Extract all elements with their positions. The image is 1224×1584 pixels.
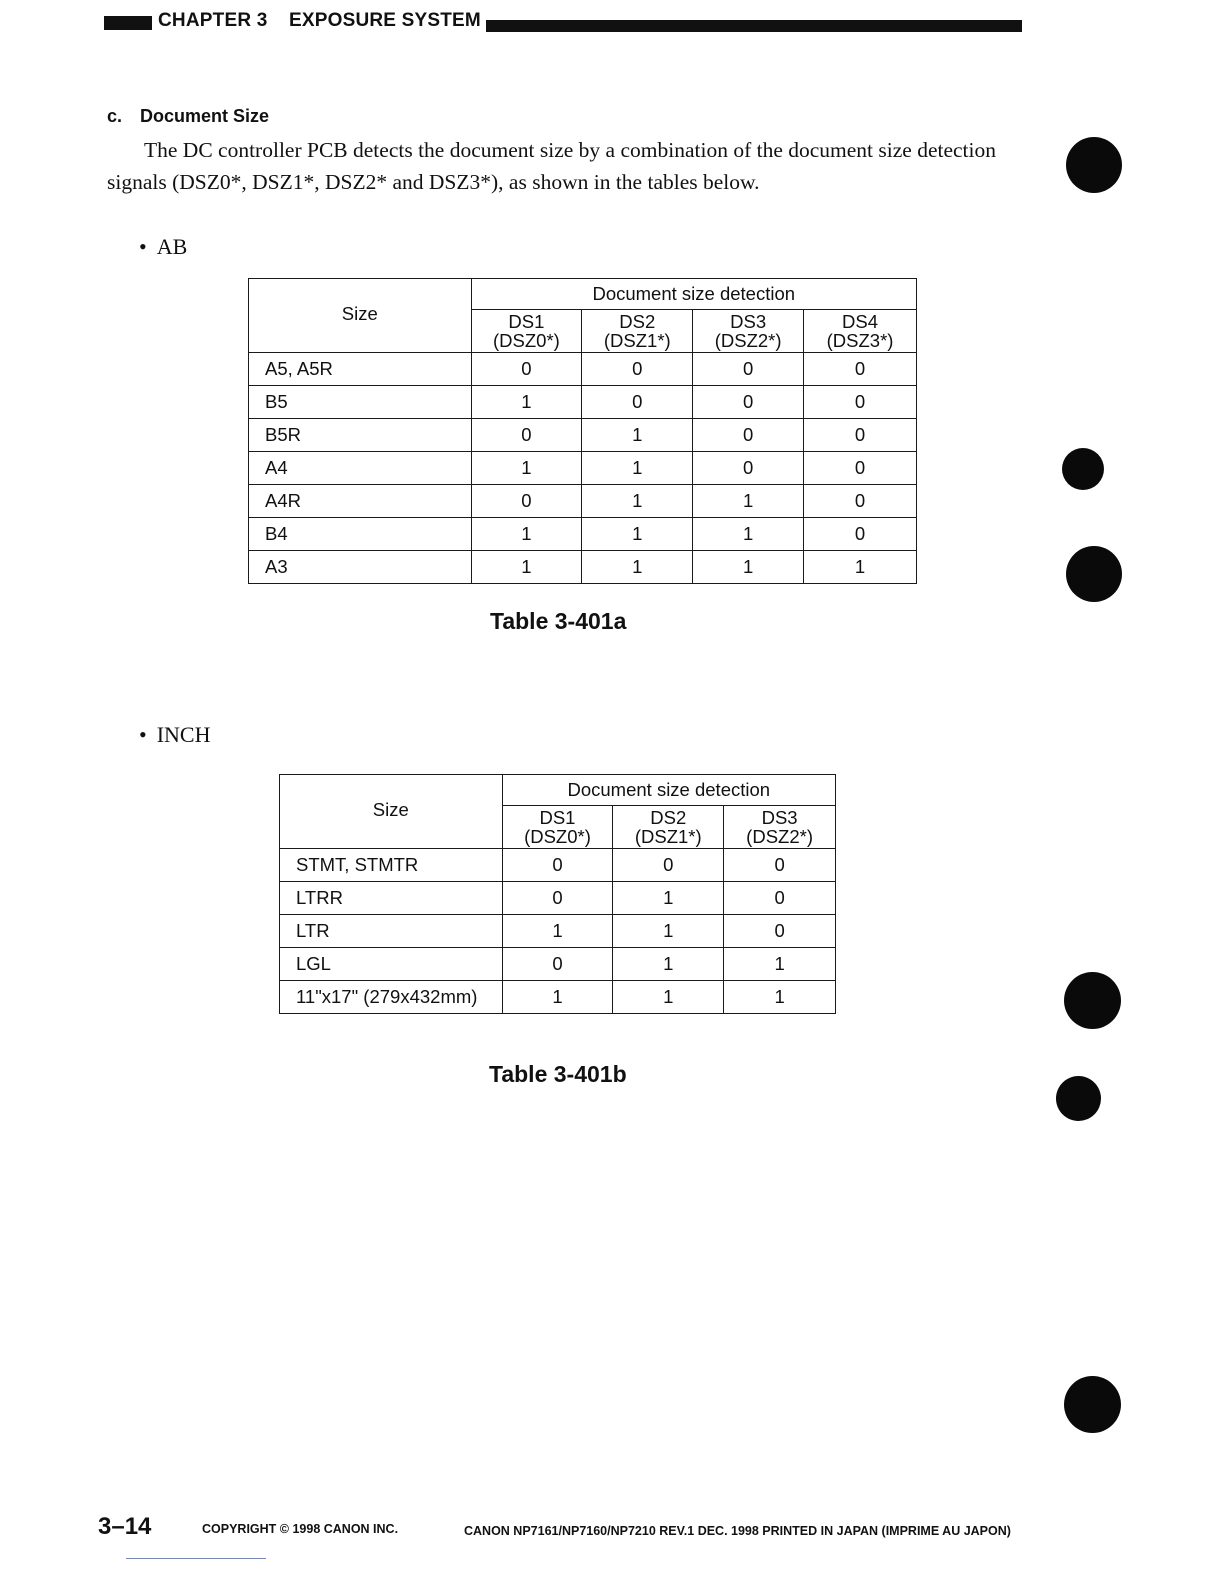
signal-header: DS1 (DSZ0*) xyxy=(502,806,613,849)
size-header: Size xyxy=(249,279,472,353)
value-cell: 1 xyxy=(724,948,836,981)
signal-header: DS3 (DSZ2*) xyxy=(724,806,836,849)
size-cell: A5, A5R xyxy=(249,353,472,386)
value-cell: 0 xyxy=(502,882,613,915)
value-cell: 1 xyxy=(693,551,804,584)
value-cell: 1 xyxy=(582,419,693,452)
size-cell: 11"x17" (279x432mm) xyxy=(280,981,503,1014)
value-cell: 0 xyxy=(471,485,582,518)
value-cell: 1 xyxy=(582,452,693,485)
value-cell: 0 xyxy=(582,386,693,419)
table-row xyxy=(280,948,836,981)
size-cell: B4 xyxy=(249,518,472,551)
size-header: Size xyxy=(280,775,503,849)
value-cell: 1 xyxy=(613,981,724,1014)
value-cell: 0 xyxy=(502,849,613,882)
value-cell: 1 xyxy=(804,551,917,584)
value-cell: 1 xyxy=(613,948,724,981)
detection-header: Document size detection xyxy=(502,775,835,806)
signal-header: DS1 (DSZ0*) xyxy=(471,310,582,353)
copyright-notice: COPYRIGHT © 1998 CANON INC. xyxy=(202,1522,399,1536)
value-cell: 0 xyxy=(693,386,804,419)
table-row xyxy=(249,386,917,419)
detection-header: Document size detection xyxy=(471,279,917,310)
bullet-inch-label: INCH xyxy=(156,722,211,747)
value-cell: 0 xyxy=(804,452,917,485)
bullet-inch: • INCH xyxy=(139,722,211,747)
signal-header: DS4 (DSZ3*) xyxy=(804,310,917,353)
value-cell: 1 xyxy=(471,518,582,551)
section-title: Document Size xyxy=(140,106,270,126)
signal-header: DS3 (DSZ2*) xyxy=(693,310,804,353)
size-cell: A3 xyxy=(249,551,472,584)
value-cell: 0 xyxy=(582,353,693,386)
value-cell: 1 xyxy=(471,452,582,485)
margin-dot xyxy=(1066,137,1122,193)
table-row xyxy=(280,849,836,882)
table-ab xyxy=(248,278,917,584)
value-cell: 1 xyxy=(613,915,724,948)
value-cell: 0 xyxy=(724,915,836,948)
section-label: c. xyxy=(107,106,123,126)
chapter-label: CHAPTER 3 xyxy=(158,10,268,31)
signal-header: DS2 (DSZ1*) xyxy=(613,806,724,849)
bullet-ab: • AB xyxy=(139,234,188,259)
size-cell: B5R xyxy=(249,419,472,452)
value-cell: 1 xyxy=(471,386,582,419)
value-cell: 1 xyxy=(613,882,724,915)
margin-dot xyxy=(1056,1076,1101,1121)
size-cell: B5 xyxy=(249,386,472,419)
table-row xyxy=(280,915,836,948)
table-row xyxy=(249,419,917,452)
table-row xyxy=(249,353,917,386)
value-cell: 1 xyxy=(693,485,804,518)
value-cell: 0 xyxy=(724,882,836,915)
size-cell: LGL xyxy=(280,948,503,981)
value-cell: 0 xyxy=(724,849,836,882)
value-cell: 1 xyxy=(693,518,804,551)
header-bar-left xyxy=(104,16,152,30)
value-cell: 0 xyxy=(804,518,917,551)
value-cell: 1 xyxy=(502,915,613,948)
header-bar-right xyxy=(486,20,1022,32)
section-paragraph: The DC controller PCB detects the document size by a combination of the document size detection signals (DSZ0*, DSZ1*, DSZ2* and DSZ3*), as shown in the tables below. xyxy=(107,138,997,194)
value-cell: 0 xyxy=(471,353,582,386)
value-cell: 0 xyxy=(804,386,917,419)
value-cell: 1 xyxy=(582,485,693,518)
size-cell: A4R xyxy=(249,485,472,518)
margin-dot xyxy=(1066,546,1122,602)
section-heading xyxy=(107,106,269,127)
margin-dot xyxy=(1062,448,1104,490)
value-cell: 1 xyxy=(582,518,693,551)
value-cell: 0 xyxy=(693,452,804,485)
value-cell: 0 xyxy=(693,353,804,386)
page-number: 3–14 xyxy=(98,1513,152,1540)
table-row xyxy=(249,452,917,485)
value-cell: 1 xyxy=(724,981,836,1014)
size-cell: LTRR xyxy=(280,882,503,915)
value-cell: 1 xyxy=(502,981,613,1014)
value-cell: 0 xyxy=(471,419,582,452)
value-cell: 0 xyxy=(693,419,804,452)
size-cell: STMT, STMTR xyxy=(280,849,503,882)
value-cell: 0 xyxy=(804,485,917,518)
table-row xyxy=(249,518,917,551)
running-header xyxy=(158,10,481,32)
value-cell: 0 xyxy=(613,849,724,882)
table-inch-caption: Table 3-401b xyxy=(489,1061,627,1087)
margin-dot xyxy=(1064,972,1121,1029)
table-row xyxy=(280,882,836,915)
value-cell: 0 xyxy=(804,419,917,452)
table-row xyxy=(280,981,836,1014)
signal-header: DS2 (DSZ1*) xyxy=(582,310,693,353)
chapter-title: EXPOSURE SYSTEM xyxy=(288,10,481,31)
size-cell: LTR xyxy=(280,915,503,948)
footer-rule xyxy=(126,1558,266,1559)
table-inch xyxy=(279,774,836,1014)
value-cell: 0 xyxy=(804,353,917,386)
table-row xyxy=(249,485,917,518)
table-ab-caption: Table 3-401a xyxy=(490,608,627,634)
value-cell: 1 xyxy=(582,551,693,584)
model-line: CANON NP7161/NP7160/NP7210 REV.1 DEC. 1998 PRINTED IN JAPAN (IMPRIME AU JAPON) xyxy=(464,1524,1011,1538)
margin-dot xyxy=(1064,1376,1121,1433)
table-row xyxy=(249,551,917,584)
value-cell: 1 xyxy=(471,551,582,584)
bullet-ab-label: AB xyxy=(156,234,188,259)
value-cell: 0 xyxy=(502,948,613,981)
size-cell: A4 xyxy=(249,452,472,485)
